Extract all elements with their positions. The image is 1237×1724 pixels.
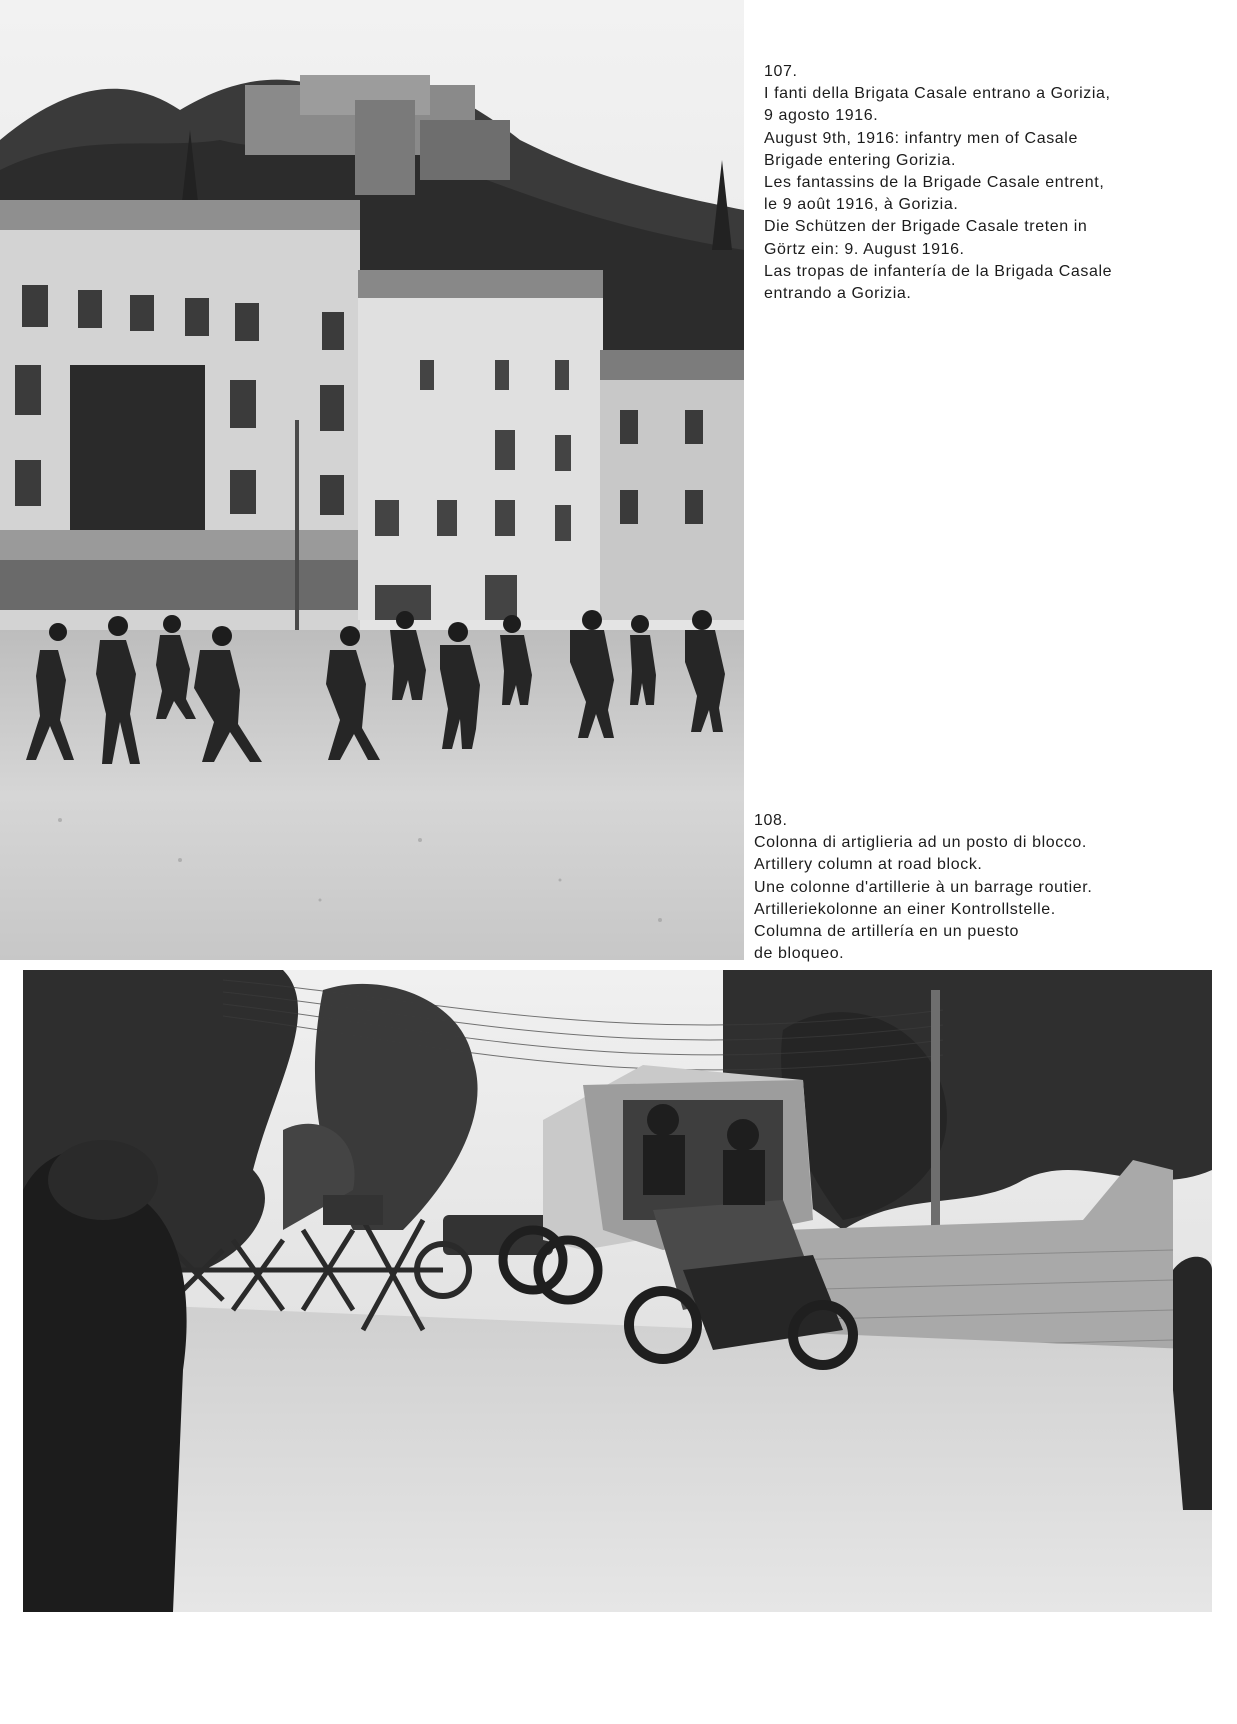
caption-line: Brigade entering Gorizia. bbox=[764, 151, 956, 169]
caption-line: entrando a Gorizia. bbox=[764, 285, 912, 303]
caption-line: Artillery column at road block. bbox=[754, 856, 983, 874]
caption-line: August 9th, 1916: infantry men of Casale bbox=[764, 129, 1078, 147]
photo-infantry-entering-gorizia bbox=[0, 0, 744, 960]
caption-line: Die Schützen der Brigade Casale treten in bbox=[764, 218, 1088, 236]
caption-photo-107 bbox=[764, 61, 1234, 305]
caption-photo-108 bbox=[754, 810, 1224, 965]
caption-line: Columna de artillería en un puesto bbox=[754, 923, 1019, 941]
caption-line: Une colonne d'artillerie à un barrage routier. bbox=[754, 878, 1093, 896]
caption-line: Las tropas de infantería de la Brigada Casale bbox=[764, 262, 1113, 280]
caption-line: le 9 août 1916, à Gorizia. bbox=[764, 196, 959, 214]
caption-number: 108. bbox=[754, 812, 788, 829]
caption-line: de bloqueo. bbox=[754, 945, 845, 963]
caption-line: Colonna di artiglieria ad un posto di blocco. bbox=[754, 834, 1087, 852]
caption-line: Artilleriekolonne an einer Kontrollstelle. bbox=[754, 900, 1056, 918]
caption-number: 107. bbox=[764, 63, 798, 80]
photo-artillery-column-road-block bbox=[23, 970, 1212, 1612]
caption-line: Görtz ein: 9. August 1916. bbox=[764, 240, 965, 258]
caption-line: 9 agosto 1916. bbox=[764, 107, 879, 125]
caption-line: I fanti della Brigata Casale entrano a Gorizia, bbox=[764, 85, 1111, 103]
caption-line: Les fantassins de la Brigade Casale entrent, bbox=[764, 174, 1105, 192]
